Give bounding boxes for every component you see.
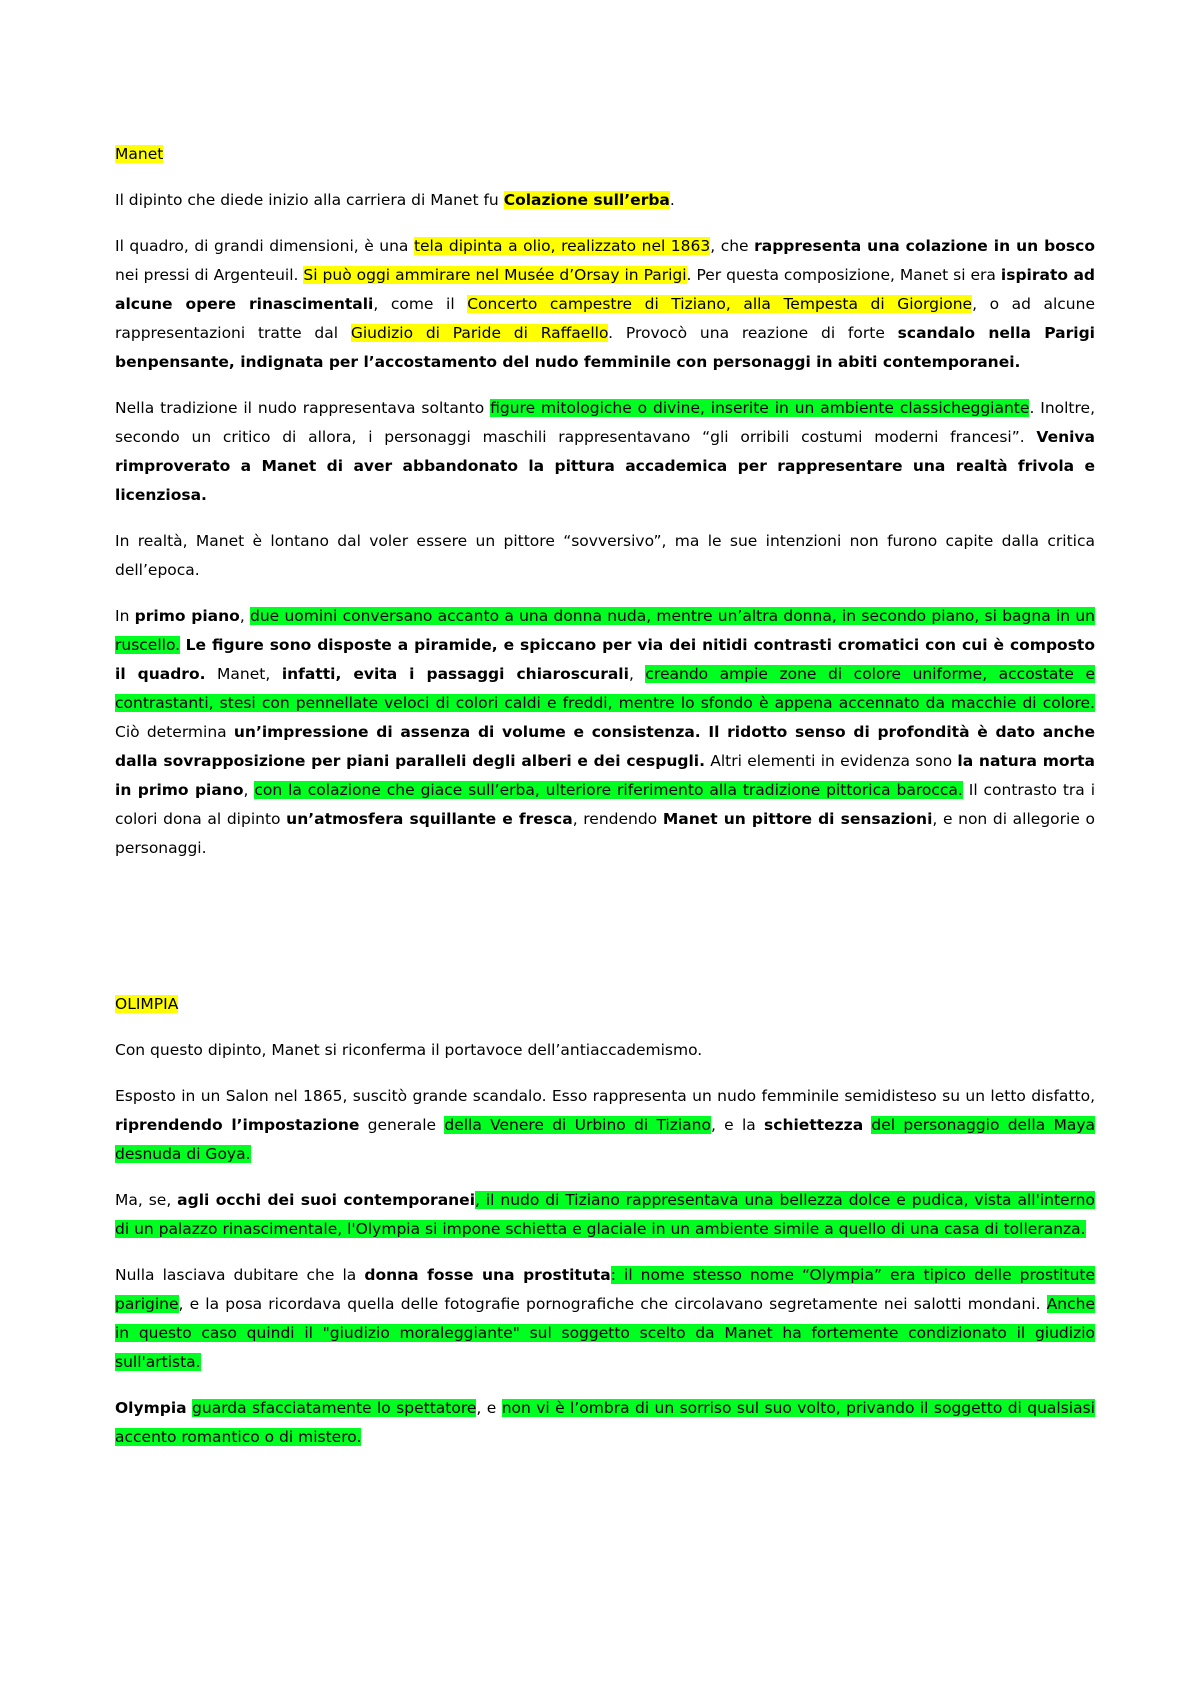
text-run: . Per questa composizione, Manet si era: [686, 266, 1001, 284]
highlighted-text: non vi è l’ombra di un sorriso sul suo volto, privando il soggetto di qualsiasi accento romantico o di mistero.: [115, 1399, 1095, 1446]
text-run: , e la: [711, 1116, 765, 1134]
paragraph: [115, 394, 1095, 510]
text-run: ,: [239, 607, 251, 625]
bold-text: un’atmosfera squillante e fresca: [286, 810, 573, 828]
text-run: In realtà, Manet è lontano dal voler essere un pittore “sovversivo”, ma le sue intenzioni non furono capite dalla critica dell’epoca.: [115, 532, 1095, 579]
section-title: [115, 140, 1095, 169]
text-run: ,: [628, 665, 646, 683]
bold-text: la natura morta in primo piano: [115, 752, 1096, 799]
text-run: . Provocò una reazione di forte: [608, 324, 898, 342]
highlighted-text: figure mitologiche o divine, inserite in un ambiente classicheggiante: [490, 399, 1030, 417]
highlighted-text: del personaggio della Maya desnuda di Goya.: [115, 1116, 1095, 1163]
bold-text: Le figure sono disposte a piramide, e spiccano per via dei nitidi contrasti cromatici con cui è composto il quadro.: [115, 636, 1095, 683]
highlighted-text: creando ampie zone di colore uniforme, accostate e contrastanti, stesi con pennellate veloci di colori caldi e freddi, mentre lo sfondo è appena accennato da macchie di colore.: [115, 665, 1096, 712]
text-run: , o ad alcune rappresentazioni tratte dal: [115, 295, 1095, 342]
highlighted-bold-text: Colazione sull’erba: [503, 191, 670, 209]
highlighted-text: guarda sfacciatamente lo spettatore: [192, 1399, 477, 1417]
text-run: Ma, se,: [115, 1191, 178, 1209]
bold-text: scandalo nella Parigi benpensante, indignata per l’accostamento del nudo femminile con personaggi in abiti contemporanei.: [115, 324, 1095, 371]
paragraph: [115, 1261, 1095, 1377]
bold-text: rappresenta una colazione in un bosco: [754, 237, 1095, 255]
text-run: , e non di allegorie o personaggi.: [115, 810, 1095, 857]
paragraph: [115, 1186, 1095, 1244]
bold-text: donna fosse una prostituta: [364, 1266, 611, 1284]
highlighted-text: della Venere di Urbino di Tiziano: [444, 1116, 711, 1134]
text-run: Nella tradizione il nudo rappresentava soltanto: [115, 399, 491, 417]
text-run: Ciò determina: [115, 723, 234, 741]
text-run: .: [669, 191, 675, 209]
text-run: , e la posa ricordava quella delle fotografie pornografiche che circolavano segretamente nei salotti mondani.: [178, 1295, 1047, 1313]
bold-text: infatti, evita i passaggi chiaroscurali: [281, 665, 629, 683]
text-run: , come il: [373, 295, 468, 313]
text-run: Il quadro, di grandi dimensioni, è una: [115, 237, 414, 255]
section-title: [115, 990, 1095, 1019]
text-run: , rendendo: [572, 810, 663, 828]
paragraph: [115, 602, 1095, 863]
highlighted-text: Giudizio di Paride di Raffaello: [350, 324, 609, 342]
text-run: nei pressi di Argenteuil.: [115, 266, 304, 284]
text-run: Altri elementi in evidenza sono: [705, 752, 958, 770]
document-page: [115, 140, 1095, 1469]
text-run: ,: [243, 781, 255, 799]
section-title-text: OLIMPIA: [115, 995, 179, 1013]
paragraph: [115, 1394, 1095, 1452]
bold-text: Olympia: [115, 1399, 187, 1417]
section-title-text: Manet: [115, 145, 164, 163]
text-run: Manet,: [205, 665, 282, 683]
highlighted-text: , il nudo di Tiziano rappresentava una bellezza dolce e pudica, vista all'interno di un palazzo rinascimentale, l'Olympia si impone schietta e glaciale in un ambiente simile a quello di una casa di tolleranza.: [115, 1191, 1095, 1238]
bold-text: Manet un pittore di sensazioni: [662, 810, 933, 828]
highlighted-text: con la colazione che giace sull’erba, ulteriore riferimento alla tradizione pittorica barocca.: [254, 781, 963, 799]
bold-text: schiettezza: [764, 1116, 864, 1134]
highlighted-text: Anche in questo caso quindi il "giudizio moraleggiante" sul soggetto scelto da Manet ha fortemente condizionato il giudizio sull'artista.: [115, 1295, 1095, 1371]
bold-text: Veniva rimproverato a Manet di aver abbandonato la pittura accademica per rappresentare una realtà frivola e licenziosa.: [115, 428, 1095, 504]
paragraph: [115, 527, 1095, 585]
paragraph: [115, 1036, 1095, 1065]
text-run: , e: [476, 1399, 502, 1417]
highlighted-text: Si può oggi ammirare nel Musée d’Orsay in Parigi: [303, 266, 687, 284]
bold-text: primo piano: [134, 607, 240, 625]
paragraph: [115, 186, 1095, 215]
text-run: Nulla lasciava dubitare che la: [115, 1266, 365, 1284]
paragraph: [115, 1082, 1095, 1169]
paragraph: [115, 232, 1095, 377]
highlighted-text: due uomini conversano accanto a una donna nuda, mentre un’altra donna, in secondo piano, si bagna in un ruscello.: [115, 607, 1096, 654]
text-run: Il contrasto tra i colori dona al dipinto: [115, 781, 1095, 828]
section-olimpia: [115, 990, 1095, 1452]
highlighted-text: Concerto campestre di Tiziano, alla Tempesta di Giorgione: [467, 295, 973, 313]
text-run: Esposto in un Salon nel 1865, suscitò grande scandalo. Esso rappresenta un nudo femminile semidisteso su un letto disfatto,: [115, 1087, 1095, 1105]
section-manet: [115, 140, 1095, 863]
section-spacer: [115, 880, 1095, 990]
text-run: Con questo dipinto, Manet si riconferma il portavoce dell’antiaccademismo.: [115, 1041, 703, 1059]
bold-text: agli occhi dei suoi contemporanei: [177, 1191, 476, 1209]
bold-text: ispirato ad alcune opere rinascimentali: [115, 266, 1096, 313]
text-run: In: [115, 607, 135, 625]
highlighted-text: tela dipinta a olio, realizzato nel 1863: [413, 237, 711, 255]
text-run: , che: [710, 237, 755, 255]
highlighted-text: : il nome stesso nome “Olympia” era tipico delle prostitute parigine: [115, 1266, 1096, 1313]
bold-text: un’impressione di assenza di volume e consistenza. Il ridotto senso di profondità è dato anche dalla sovrapposizione per piani paralleli degli alberi e dei cespugli.: [115, 723, 1095, 770]
text-run: Il dipinto che diede inizio alla carriera di Manet fu: [115, 191, 504, 209]
text-run: . Inoltre, secondo un critico di allora, i personaggi maschili rappresentavano “gli orribili costumi moderni francesi”.: [115, 399, 1096, 446]
text-run: generale: [359, 1116, 445, 1134]
bold-text: riprendendo l’impostazione: [115, 1116, 360, 1134]
